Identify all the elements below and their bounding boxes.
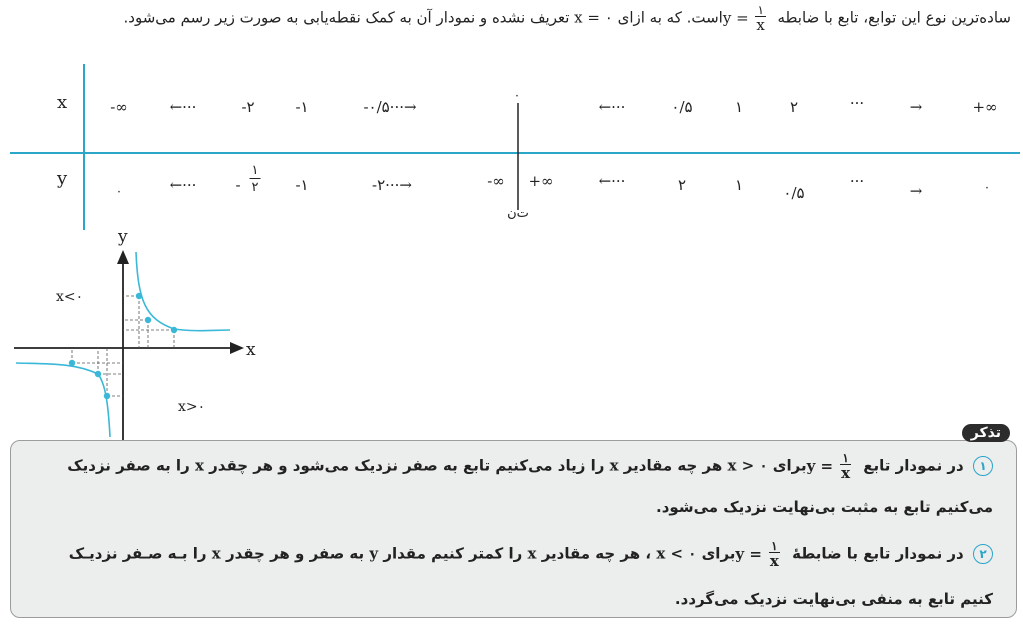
note-2-condition: x < ۰: [656, 544, 697, 563]
reminder-tag: تذکر: [962, 424, 1010, 442]
note-2-formula: [735, 539, 786, 570]
note-2-fraction-numerator: ۱: [771, 539, 778, 553]
reminder-note-1-line-2: می‌کنیم تابع به مثبت بی‌نهایت نزدیک می‌شود.: [656, 498, 993, 516]
table-y-label: y: [57, 168, 68, 189]
note-1-condition: x > ۰: [727, 456, 768, 475]
y-cell-right-arrow: →: [909, 182, 923, 200]
table-x-label: x: [57, 92, 68, 113]
x-cell-minus-half: -۰/۵···→: [363, 98, 417, 116]
reciprocal-graph: [0, 222, 270, 440]
note-2-formula-lhs: y =: [735, 544, 762, 563]
note-1-formula: [806, 451, 858, 482]
x-cell-dots: ···: [849, 94, 865, 112]
note-1-text-e: را به صفر نزدیک: [67, 456, 190, 475]
note-1-var-2: x: [194, 456, 204, 475]
y-cell-one: ۱: [734, 176, 744, 194]
graph-y-label: y: [118, 227, 128, 247]
intro-text-3: تعریف نشده و نمودار آن به کمک نقطه‌یابی به صورت زیر رسم می‌شود.: [123, 8, 570, 27]
x-cell-zero: ۰: [513, 88, 521, 102]
intro-x-eq-zero: x = ۰: [574, 8, 613, 27]
graph-x-label: x: [246, 340, 256, 360]
y-half-denominator: ۲: [251, 180, 259, 195]
graph-label-bottom: x>۰: [178, 399, 206, 415]
note-2-text-e: به صفر و هر چقدر: [225, 544, 365, 563]
value-table: [0, 60, 1023, 230]
y-cell-minus-sign: -: [235, 176, 241, 194]
y-cell-minus-one: -۱: [295, 176, 309, 194]
y-cell-half-fraction: [250, 164, 261, 194]
x-cell-half: ۰/۵: [671, 98, 693, 116]
note-2-fraction: [769, 540, 779, 569]
undefined-mark: ت‌ن: [507, 206, 529, 221]
note-2-text-a: در نمودار تابع با ضابطهٔ: [792, 544, 964, 563]
intro-formula-lhs: y =: [722, 8, 749, 27]
note-2-var: x: [527, 544, 537, 563]
note-1-text-b: برای: [772, 456, 807, 475]
y-cell-center-pos-inf: +∞: [528, 172, 554, 190]
x-cell-minus-one: -۱: [295, 98, 309, 116]
x-cell-neg-inf: -∞: [110, 98, 128, 116]
table-grid: [0, 60, 1023, 230]
note-1-fraction-numerator: ۱: [842, 451, 849, 465]
intro-text-2: است. که به ازای: [617, 8, 723, 27]
x-cell-one: ۱: [734, 98, 744, 116]
y-cell-center-neg-inf: -∞: [487, 172, 505, 190]
intro-paragraph: [11, 4, 1011, 33]
note-2-var-2: y: [369, 544, 379, 563]
x-cell-left-arrow: ←···: [169, 98, 197, 116]
y-cell-left-arrow: ←···: [169, 176, 197, 194]
note-2-text-b: برای: [701, 544, 736, 563]
y-cell-zero-left: ۰: [115, 184, 123, 198]
intro-fraction-numerator: ۱: [757, 3, 764, 17]
note-1-var: x: [609, 456, 619, 475]
y-cell-dots: ···: [849, 172, 865, 190]
note-1-badge: ۱: [973, 456, 993, 476]
intro-fraction: [755, 4, 765, 33]
reminder-note-1: [33, 452, 993, 481]
x-cell-right-left-arrow: ←···: [598, 98, 626, 116]
y-cell-two: ۲: [677, 176, 687, 194]
x-cell-right-arrow: →: [909, 98, 923, 116]
note-1-fraction: [840, 452, 850, 481]
note-1-text-a: در نمودار تابع: [863, 456, 964, 475]
intro-fraction-denominator: x: [756, 16, 765, 34]
reminder-note-2-line-2: کنیم تابع به منفی بی‌نهایت نزدیک می‌گردد.: [674, 590, 993, 608]
intro-text-1: ساده‌ترین نوع این توابع، تابع با ضابطه: [777, 8, 1011, 27]
y-cell-minus-two: -۲···→: [372, 176, 412, 194]
reminder-note-2: [33, 540, 993, 569]
y-half-numerator: ۱: [251, 163, 259, 178]
note-2-text-f: را بـه صـفر نزدیـک: [68, 544, 207, 563]
x-cell-pos-inf: +∞: [972, 98, 998, 116]
x-cell-minus-two: -۲: [241, 98, 255, 116]
note-2-badge: ۲: [973, 544, 993, 564]
note-1-text-c: هر چه مقادیر: [623, 456, 723, 475]
note-1-fraction-denominator: x: [841, 464, 851, 482]
note-2-text-d: را کمتر کنیم مقدار: [383, 544, 523, 563]
note-1-formula-lhs: y =: [806, 456, 834, 475]
graph-label-top: x<۰: [56, 289, 84, 305]
y-cell-right-left-arrow: ←···: [598, 172, 626, 190]
y-cell-zero-right: ۰: [983, 180, 991, 194]
note-1-text-d: را زیاد می‌کنیم تابع به صفر نزدیک می‌شود و هر چقدر: [209, 456, 605, 475]
y-cell-half: ۰/۵: [783, 184, 805, 202]
note-2-fraction-denominator: x: [769, 552, 779, 570]
intro-formula: [722, 3, 773, 34]
x-cell-two: ۲: [789, 98, 799, 116]
axes: [14, 250, 244, 440]
note-2-text-c: ، هر چه مقادیر: [541, 544, 652, 563]
note-2-var-3: x: [211, 544, 221, 563]
